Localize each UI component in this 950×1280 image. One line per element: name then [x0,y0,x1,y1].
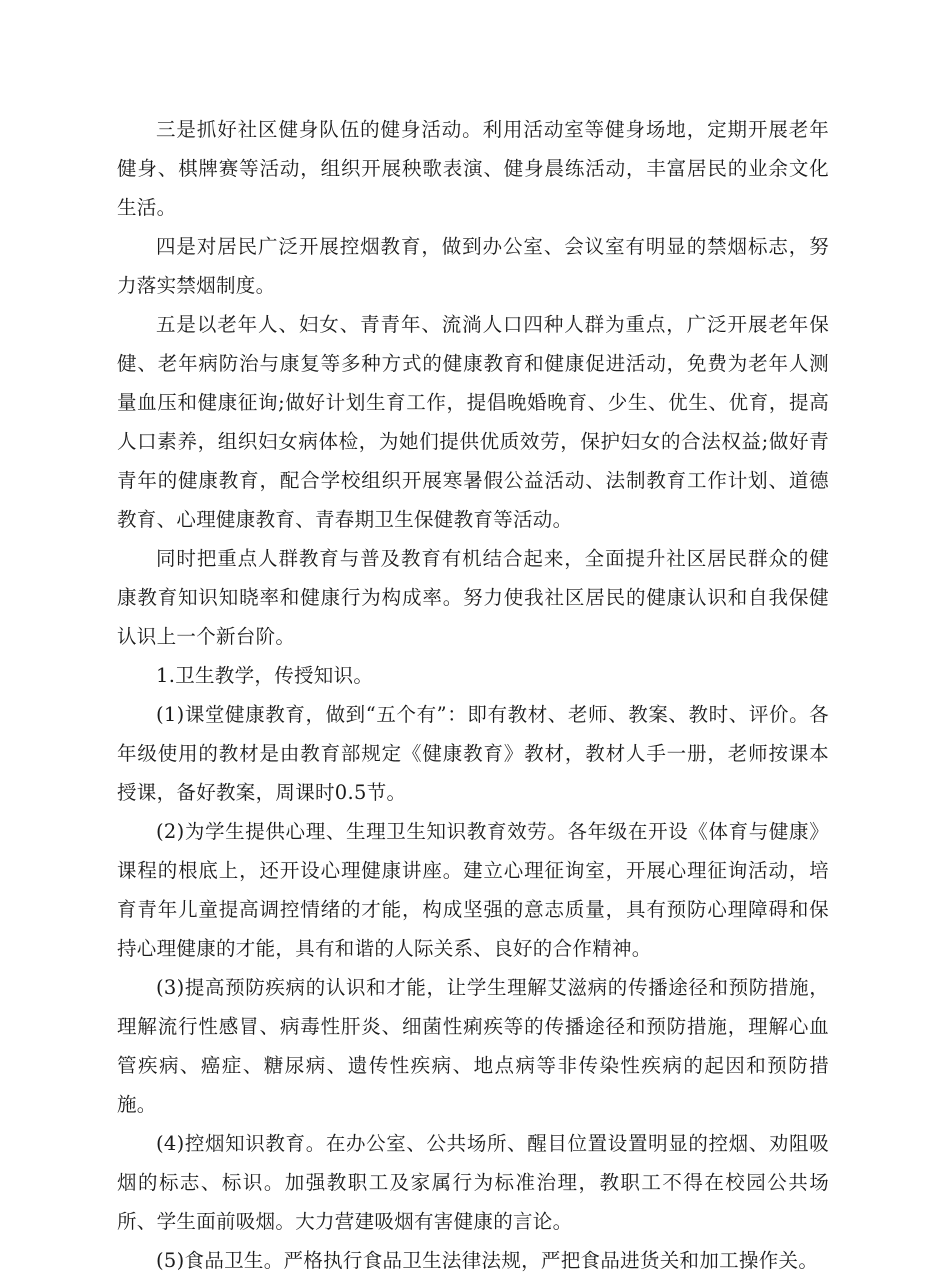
paragraph-item-2: (2)为学生提供心理、生理卫生知识教育效劳。各年级在开设《体育与健康》课程的根底上，还开设心理健康讲座。建立心理征询室，开展心理征询活动，培育青年儿童提高调控情绪的才能，构成坚强的意志质量，具有预防心理障碍和保持心理健康的才能，具有和谐的人际关系、良好的合作精神。 [117,820,829,960]
paragraph-fitness-activities: 三是抓好社区健身队伍的健身活动。利用活动室等健身场地，定期开展老年健身、棋牌赛等活动，组织开展秧歌表演、健身晨练活动，丰富居民的业余文化生活。 [117,118,829,219]
paragraph-item-3: (3)提高预防疾病的认识和才能，让学生理解艾滋病的传播途径和预防措施，理解流行性感冒、病毒性肝炎、细菌性痢疾等的传播途径和预防措施，理解心血管疾病、癌症、糖尿病、遗传性疾病、地点病等非传染性疾病的起因和预防措施。 [117,976,829,1116]
paragraph-item-4: (4)控烟知识教育。在办公室、公共场所、醒目位置设置明显的控烟、劝阻吸烟的标志、标识。加强教职工及家属行为标准治理，教职工不得在校园公共场所、学生面前吸烟。大力营建吸烟有害健康的言论。 [117,1132,829,1233]
section-heading-health-teaching: 1.卫生教学，传授知识。 [156,664,374,687]
paragraph-key-groups: 五是以老年人、妇女、青青年、流淌人口四种人群为重点，广泛开展老年保健、老年病防治与康复等多种方式的健康教育和健康促进活动，免费为老年人测量血压和健康征询;做好计划生育工作，提倡晚婚晚育、少生、优生、优育，提高人口素养，组织妇女病体检，为她们提供优质效劳，保护妇女的合法权益;做好青青年的健康教育，配合学校组织开展寒暑假公益活动、法制教育工作计划、道德教育、心理健康教育、青春期卫生保健教育等活动。 [117,313,829,531]
paragraph-smoking-control: 四是对居民广泛开展控烟教育，做到办公室、会议室有明显的禁烟标志，努力落实禁烟制度。 [117,235,829,297]
paragraph-item-1: (1)课堂健康教育，做到“五个有”：即有教材、老师、教案、教时、评价。各年级使用的教材是由教育部规定《健康教育》教材，教材人手一册，老师按课本授课，备好教案，周课时0.5节。 [117,703,829,804]
paragraph-item-5: (5)食品卫生。严格执行食品卫生法律法规，严把食品进货关和加工操作关。 [156,1249,819,1272]
paragraph-combined-education: 同时把重点人群教育与普及教育有机结合起来，全面提升社区居民群众的健康教育知识知晓率和健康行为构成率。努力使我社区居民的健康认识和自我保健认识上一个新台阶。 [117,547,829,648]
document-body [117,110,829,1280]
